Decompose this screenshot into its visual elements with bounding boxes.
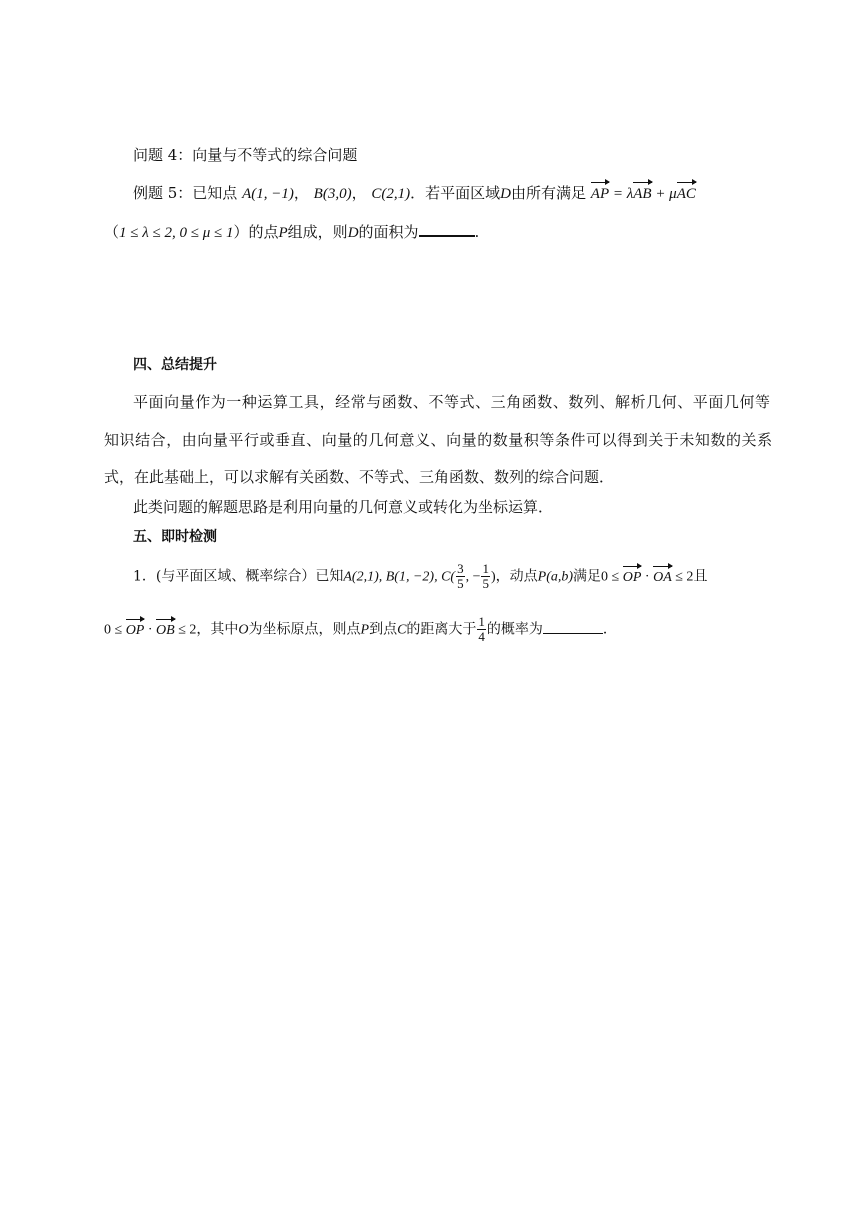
vector-op: OP	[623, 568, 642, 588]
question-1-tail-2: 为坐标原点，则点	[248, 621, 361, 638]
point-c-2: C	[397, 622, 407, 638]
answer-blank-2	[543, 619, 603, 634]
point-p-ab: P(a,b)	[537, 569, 574, 585]
paragraph-text: 式，在此基础上，可以求解有关函数、不等式、三角函数、数列的综合问题．	[104, 468, 615, 486]
denominator: 5	[457, 576, 464, 591]
period-2: ．	[602, 621, 617, 638]
range-open: （	[104, 223, 120, 241]
section-5-title	[133, 527, 217, 547]
vector-ac: AC	[676, 186, 696, 202]
example-5-line-2	[104, 221, 479, 243]
paragraph-text: 此类问题的解题思路是利用向量的几何意义或转化为坐标运算．	[133, 498, 554, 516]
condition-text-2: 由所有满足	[510, 184, 586, 202]
question-1-tail-4: 的距离大于	[406, 621, 477, 638]
condition-text: ．若平面区域	[410, 184, 501, 202]
range-close: ）的点	[233, 223, 279, 241]
dot-operator: ·	[641, 569, 654, 585]
plus-mu: + μ	[651, 186, 677, 202]
period: .	[474, 223, 480, 241]
point-p: P	[278, 225, 288, 241]
answer-blank	[419, 221, 475, 237]
question-1-prefix: 1．(与平面区域、概率综合）已知	[133, 568, 344, 585]
section-4-paragraph-2	[133, 497, 553, 517]
paragraph-text: 知识结合，由向量平行或垂直、向量的几何意义、向量的数量积等条件可以得到关于未知数的关系	[104, 431, 773, 449]
example-5-label: 例题 5：已知点	[133, 184, 238, 202]
denominator: 5	[482, 576, 489, 591]
fraction-one-fifth	[481, 562, 490, 591]
tail-text-2: 的面积为	[358, 223, 419, 241]
comma-minus: , −	[465, 569, 481, 585]
satisfies-text: 满足	[573, 568, 602, 585]
inequality-2-right: ≤ 2	[174, 622, 197, 638]
moving-point-text: ，动点	[495, 568, 538, 585]
numerator: 1	[482, 561, 489, 576]
vector-op-2: OP	[126, 621, 145, 641]
region-d-2: D	[347, 225, 359, 241]
eq-lambda: = λ	[609, 186, 634, 202]
point-b: B(3,0)	[313, 186, 352, 202]
paragraph-text: 平面向量作为一种运算工具，经常与函数、不等式、三角函数、数列、解析几何、平面几何等	[133, 393, 771, 411]
inequality-1-left: 0 ≤	[601, 569, 623, 585]
section-4-paragraph-1-line-2	[104, 430, 773, 450]
inequality-2-left: 0 ≤	[104, 622, 126, 638]
region-d: D	[500, 186, 511, 202]
inequality-1-right: ≤ 2	[671, 569, 694, 585]
point-c: C(2,1)	[371, 186, 411, 202]
vector-ap: AP	[590, 186, 610, 202]
problem-4-title	[133, 145, 357, 165]
section-4-title-text: 四、总结提升	[133, 357, 217, 373]
numerator: 1	[478, 614, 485, 629]
origin-o: O	[238, 622, 249, 638]
point-a: A(1, −1)	[242, 186, 294, 202]
section-5-title-text: 五、即时检测	[133, 529, 217, 545]
numerator: 3	[457, 561, 464, 576]
dot-operator: ·	[144, 622, 157, 638]
fraction-three-fifths	[456, 562, 465, 591]
point-p-2: P	[360, 622, 370, 638]
denominator: 4	[478, 629, 485, 644]
section-4-paragraph-1-line-3	[104, 467, 614, 487]
fraction-one-quarter	[477, 615, 486, 644]
separator: ，	[351, 184, 367, 202]
section-4-title	[133, 355, 217, 375]
problem-4-title-text: 问题 4：向量与不等式的综合问题	[133, 146, 358, 164]
separator: ，	[293, 184, 309, 202]
close-paren: )	[490, 569, 496, 585]
question-1-tail-1: ，其中	[196, 621, 239, 638]
vector-ob: OB	[156, 621, 175, 641]
question-1-tail-5: 的概率为	[486, 621, 543, 638]
question-1-tail-3: 到点	[369, 621, 398, 638]
tail-text-1: 组成，则	[287, 223, 348, 241]
and-text: 且	[693, 568, 708, 585]
vector-ab: AB	[633, 186, 652, 202]
points-abc: A(2,1), B(1, −2), C(	[343, 569, 456, 585]
example-5-line-1	[133, 183, 696, 204]
vector-oa: OA	[653, 568, 672, 588]
section-4-paragraph-1-line-1	[133, 392, 771, 412]
question-1-line-1	[133, 562, 707, 591]
question-1-line-2	[104, 615, 617, 644]
parameter-range: 1 ≤ λ ≤ 2, 0 ≤ μ ≤ 1	[119, 225, 234, 241]
